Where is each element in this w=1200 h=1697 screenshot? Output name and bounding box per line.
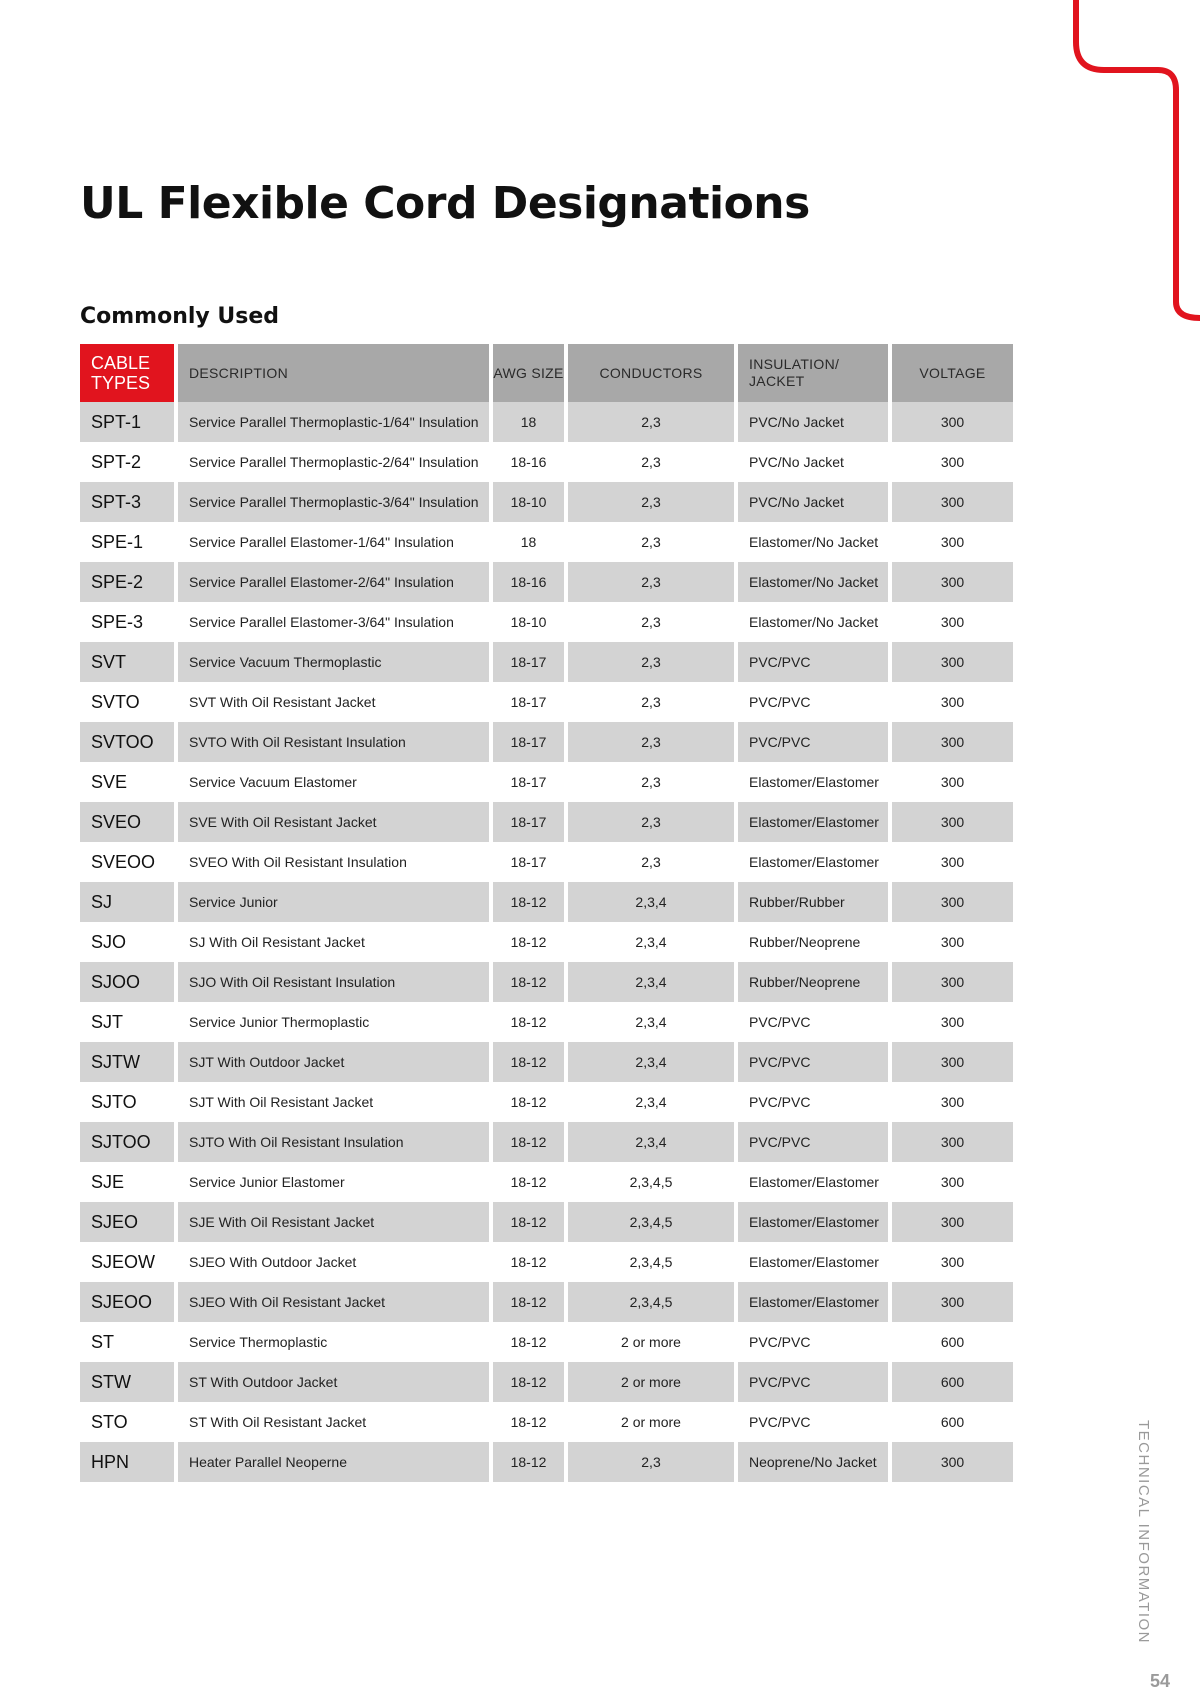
cell-insulation-jacket: Rubber/Rubber xyxy=(736,882,890,922)
table-row xyxy=(80,802,1013,842)
cell-cable-type: SJ xyxy=(80,882,176,922)
cell-description: SJO With Oil Resistant Insulation xyxy=(176,962,491,1002)
cell-cable-type: STW xyxy=(80,1362,176,1402)
cell-awg-size: 18-17 xyxy=(491,682,566,722)
cell-description: Heater Parallel Neoperne xyxy=(176,1442,491,1482)
cell-description: Service Vacuum Elastomer xyxy=(176,762,491,802)
cell-voltage: 300 xyxy=(890,402,1013,442)
table-row xyxy=(80,522,1013,562)
cell-voltage: 300 xyxy=(890,922,1013,962)
table-row xyxy=(80,1162,1013,1202)
cell-voltage: 300 xyxy=(890,602,1013,642)
cell-cable-type: SJOO xyxy=(80,962,176,1002)
cell-insulation-jacket: Elastomer/Elastomer xyxy=(736,762,890,802)
cell-description: SVE With Oil Resistant Jacket xyxy=(176,802,491,842)
cell-cable-type: ST xyxy=(80,1322,176,1362)
cell-awg-size: 18 xyxy=(491,522,566,562)
cell-insulation-jacket: Elastomer/No Jacket xyxy=(736,522,890,562)
cell-awg-size: 18-17 xyxy=(491,762,566,802)
cell-description: Service Parallel Thermoplastic-3/64" Insulation xyxy=(176,482,491,522)
cell-conductors: 2,3,4,5 xyxy=(566,1282,736,1322)
cell-conductors: 2,3 xyxy=(566,722,736,762)
cell-cable-type: SVTOO xyxy=(80,722,176,762)
table-row xyxy=(80,642,1013,682)
cell-voltage: 300 xyxy=(890,762,1013,802)
cell-insulation-jacket: Elastomer/Elastomer xyxy=(736,842,890,882)
cell-cable-type: SVT xyxy=(80,642,176,682)
cell-conductors: 2,3 xyxy=(566,482,736,522)
cell-awg-size: 18-12 xyxy=(491,1002,566,1042)
cell-conductors: 2,3 xyxy=(566,1442,736,1482)
cell-voltage: 300 xyxy=(890,722,1013,762)
cell-description: Service Parallel Elastomer-1/64" Insulation xyxy=(176,522,491,562)
cell-cable-type: HPN xyxy=(80,1442,176,1482)
cell-description: Service Parallel Elastomer-2/64" Insulation xyxy=(176,562,491,602)
cell-cable-type: SJT xyxy=(80,1002,176,1042)
cell-conductors: 2,3 xyxy=(566,562,736,602)
cell-conductors: 2,3 xyxy=(566,842,736,882)
cell-cable-type: SVE xyxy=(80,762,176,802)
table-row xyxy=(80,482,1013,522)
cell-voltage: 300 xyxy=(890,1042,1013,1082)
header-insulation-jacket: INSULATION/ JACKET xyxy=(736,344,890,402)
cell-cable-type: SJTOO xyxy=(80,1122,176,1162)
cell-cable-type: SJE xyxy=(80,1162,176,1202)
header-voltage: VOLTAGE xyxy=(890,344,1013,402)
table-row xyxy=(80,1322,1013,1362)
table-body xyxy=(80,402,1013,1482)
cell-insulation-jacket: PVC/PVC xyxy=(736,1362,890,1402)
cell-awg-size: 18-12 xyxy=(491,1042,566,1082)
cell-conductors: 2,3,4 xyxy=(566,1082,736,1122)
cell-insulation-jacket: PVC/PVC xyxy=(736,1322,890,1362)
header-awg-size: AWG SIZE xyxy=(491,344,566,402)
cell-insulation-jacket: Elastomer/No Jacket xyxy=(736,602,890,642)
cell-description: SJT With Oil Resistant Jacket xyxy=(176,1082,491,1122)
table-row xyxy=(80,962,1013,1002)
table-row xyxy=(80,602,1013,642)
cell-conductors: 2,3 xyxy=(566,762,736,802)
table-row xyxy=(80,722,1013,762)
cell-voltage: 300 xyxy=(890,1122,1013,1162)
table-row xyxy=(80,1122,1013,1162)
table-row xyxy=(80,882,1013,922)
cell-cable-type: SPE-1 xyxy=(80,522,176,562)
cell-insulation-jacket: Neoprene/No Jacket xyxy=(736,1442,890,1482)
cell-conductors: 2,3 xyxy=(566,602,736,642)
cell-description: Service Vacuum Thermoplastic xyxy=(176,642,491,682)
cord-designations-table xyxy=(80,344,1013,1482)
header-description: DESCRIPTION xyxy=(176,344,491,402)
cell-insulation-jacket: PVC/PVC xyxy=(736,1122,890,1162)
cell-awg-size: 18-12 xyxy=(491,1122,566,1162)
cell-cable-type: SJTW xyxy=(80,1042,176,1082)
cell-insulation-jacket: PVC/No Jacket xyxy=(736,482,890,522)
cell-voltage: 300 xyxy=(890,562,1013,602)
cell-conductors: 2 or more xyxy=(566,1402,736,1442)
cell-awg-size: 18-12 xyxy=(491,1442,566,1482)
cell-cable-type: SPE-2 xyxy=(80,562,176,602)
cell-insulation-jacket: Elastomer/Elastomer xyxy=(736,802,890,842)
cell-awg-size: 18-12 xyxy=(491,1282,566,1322)
cell-voltage: 300 xyxy=(890,522,1013,562)
cell-description: SVTO With Oil Resistant Insulation xyxy=(176,722,491,762)
cell-conductors: 2,3,4 xyxy=(566,882,736,922)
table-row xyxy=(80,1002,1013,1042)
cell-cable-type: SVEOO xyxy=(80,842,176,882)
cell-conductors: 2,3,4 xyxy=(566,1042,736,1082)
cell-description: Service Parallel Thermoplastic-2/64" Insulation xyxy=(176,442,491,482)
cell-awg-size: 18-12 xyxy=(491,1242,566,1282)
cell-description: SJ With Oil Resistant Jacket xyxy=(176,922,491,962)
table-row xyxy=(80,842,1013,882)
section-subtitle: Commonly Used xyxy=(80,304,280,329)
cell-awg-size: 18-10 xyxy=(491,602,566,642)
cell-voltage: 300 xyxy=(890,882,1013,922)
cell-insulation-jacket: PVC/PVC xyxy=(736,1082,890,1122)
cell-insulation-jacket: Elastomer/Elastomer xyxy=(736,1162,890,1202)
cell-insulation-jacket: Elastomer/No Jacket xyxy=(736,562,890,602)
cell-cable-type: SPE-3 xyxy=(80,602,176,642)
cell-voltage: 300 xyxy=(890,1082,1013,1122)
cell-voltage: 300 xyxy=(890,962,1013,1002)
cell-voltage: 300 xyxy=(890,1202,1013,1242)
cell-awg-size: 18-12 xyxy=(491,962,566,1002)
cell-description: Service Junior Thermoplastic xyxy=(176,1002,491,1042)
cell-awg-size: 18-12 xyxy=(491,1322,566,1362)
cell-awg-size: 18-17 xyxy=(491,722,566,762)
cell-voltage: 300 xyxy=(890,842,1013,882)
cell-insulation-jacket: Rubber/Neoprene xyxy=(736,922,890,962)
cell-description: SJEO With Outdoor Jacket xyxy=(176,1242,491,1282)
cell-insulation-jacket: Elastomer/Elastomer xyxy=(736,1282,890,1322)
table-row xyxy=(80,442,1013,482)
cell-insulation-jacket: PVC/PVC xyxy=(736,1002,890,1042)
cell-voltage: 300 xyxy=(890,1282,1013,1322)
cell-awg-size: 18-12 xyxy=(491,1402,566,1442)
cell-insulation-jacket: PVC/PVC xyxy=(736,1402,890,1442)
cell-conductors: 2,3,4,5 xyxy=(566,1242,736,1282)
cell-insulation-jacket: Rubber/Neoprene xyxy=(736,962,890,1002)
cell-cable-type: SPT-3 xyxy=(80,482,176,522)
cell-awg-size: 18-17 xyxy=(491,802,566,842)
cell-description: SVT With Oil Resistant Jacket xyxy=(176,682,491,722)
cell-voltage: 600 xyxy=(890,1322,1013,1362)
cell-cable-type: SJTO xyxy=(80,1082,176,1122)
cell-awg-size: 18-12 xyxy=(491,1362,566,1402)
cell-conductors: 2 or more xyxy=(566,1322,736,1362)
cell-voltage: 600 xyxy=(890,1402,1013,1442)
cell-awg-size: 18-12 xyxy=(491,1202,566,1242)
cell-description: SJE With Oil Resistant Jacket xyxy=(176,1202,491,1242)
cell-conductors: 2,3 xyxy=(566,442,736,482)
cell-conductors: 2,3 xyxy=(566,522,736,562)
table-row xyxy=(80,1282,1013,1322)
cell-cable-type: SJEOW xyxy=(80,1242,176,1282)
cell-awg-size: 18-12 xyxy=(491,922,566,962)
cell-description: SVEO With Oil Resistant Insulation xyxy=(176,842,491,882)
cell-awg-size: 18-10 xyxy=(491,482,566,522)
cell-description: SJTO With Oil Resistant Insulation xyxy=(176,1122,491,1162)
table-row xyxy=(80,562,1013,602)
cell-conductors: 2,3,4 xyxy=(566,922,736,962)
cell-cable-type: SJO xyxy=(80,922,176,962)
side-section-label: TECHNICAL INFORMATION xyxy=(1135,1420,1152,1645)
table-row xyxy=(80,1202,1013,1242)
cell-conductors: 2,3,4,5 xyxy=(566,1202,736,1242)
table-row xyxy=(80,1082,1013,1122)
table-row xyxy=(80,1362,1013,1402)
red-corner-line xyxy=(1040,0,1200,340)
cell-insulation-jacket: PVC/No Jacket xyxy=(736,402,890,442)
cell-description: Service Thermoplastic xyxy=(176,1322,491,1362)
table-row xyxy=(80,922,1013,962)
cell-awg-size: 18 xyxy=(491,402,566,442)
cell-conductors: 2,3 xyxy=(566,682,736,722)
cell-voltage: 300 xyxy=(890,1242,1013,1282)
cell-awg-size: 18-16 xyxy=(491,562,566,602)
header-conductors: CONDUCTORS xyxy=(566,344,736,402)
table-row xyxy=(80,682,1013,722)
cell-cable-type: SPT-1 xyxy=(80,402,176,442)
cell-voltage: 300 xyxy=(890,1002,1013,1042)
cell-description: Service Parallel Elastomer-3/64" Insulation xyxy=(176,602,491,642)
table-row xyxy=(80,402,1013,442)
cell-insulation-jacket: PVC/PVC xyxy=(736,722,890,762)
cell-awg-size: 18-12 xyxy=(491,882,566,922)
cell-insulation-jacket: Elastomer/Elastomer xyxy=(736,1242,890,1282)
cell-conductors: 2,3 xyxy=(566,642,736,682)
cell-description: SJEO With Oil Resistant Jacket xyxy=(176,1282,491,1322)
cell-description: ST With Oil Resistant Jacket xyxy=(176,1402,491,1442)
cell-cable-type: SJEO xyxy=(80,1202,176,1242)
cell-description: SJT With Outdoor Jacket xyxy=(176,1042,491,1082)
cell-insulation-jacket: Elastomer/Elastomer xyxy=(736,1202,890,1242)
cell-voltage: 300 xyxy=(890,482,1013,522)
cell-conductors: 2,3,4 xyxy=(566,1002,736,1042)
table-row xyxy=(80,1042,1013,1082)
table-row xyxy=(80,1402,1013,1442)
cell-awg-size: 18-12 xyxy=(491,1162,566,1202)
table-row xyxy=(80,762,1013,802)
cell-voltage: 300 xyxy=(890,642,1013,682)
cell-voltage: 300 xyxy=(890,1162,1013,1202)
cell-awg-size: 18-16 xyxy=(491,442,566,482)
header-cable-types: CABLE TYPES xyxy=(80,344,176,402)
cell-insulation-jacket: PVC/PVC xyxy=(736,1042,890,1082)
table-row xyxy=(80,1242,1013,1282)
cell-description: Service Junior xyxy=(176,882,491,922)
cell-voltage: 600 xyxy=(890,1362,1013,1402)
cell-description: ST With Outdoor Jacket xyxy=(176,1362,491,1402)
table-row xyxy=(80,1442,1013,1482)
cell-cable-type: SJEOO xyxy=(80,1282,176,1322)
page-number: 54 xyxy=(1150,1671,1171,1691)
cell-cable-type: SVTO xyxy=(80,682,176,722)
cell-cable-type: STO xyxy=(80,1402,176,1442)
cell-insulation-jacket: PVC/No Jacket xyxy=(736,442,890,482)
cell-cable-type: SVEO xyxy=(80,802,176,842)
cell-awg-size: 18-17 xyxy=(491,842,566,882)
cell-insulation-jacket: PVC/PVC xyxy=(736,642,890,682)
cell-voltage: 300 xyxy=(890,802,1013,842)
cell-voltage: 300 xyxy=(890,1442,1013,1482)
cell-description: Service Parallel Thermoplastic-1/64" Insulation xyxy=(176,402,491,442)
cell-cable-type: SPT-2 xyxy=(80,442,176,482)
cell-conductors: 2,3 xyxy=(566,402,736,442)
cell-voltage: 300 xyxy=(890,682,1013,722)
cell-conductors: 2 or more xyxy=(566,1362,736,1402)
cell-awg-size: 18-17 xyxy=(491,642,566,682)
page-title: UL Flexible Cord Designations xyxy=(80,178,810,229)
cell-description: Service Junior Elastomer xyxy=(176,1162,491,1202)
cell-conductors: 2,3,4 xyxy=(566,962,736,1002)
cell-awg-size: 18-12 xyxy=(491,1082,566,1122)
cell-conductors: 2,3,4 xyxy=(566,1122,736,1162)
cell-insulation-jacket: PVC/PVC xyxy=(736,682,890,722)
cell-voltage: 300 xyxy=(890,442,1013,482)
cell-conductors: 2,3,4,5 xyxy=(566,1162,736,1202)
cell-conductors: 2,3 xyxy=(566,802,736,842)
table-header-row xyxy=(80,344,1013,402)
